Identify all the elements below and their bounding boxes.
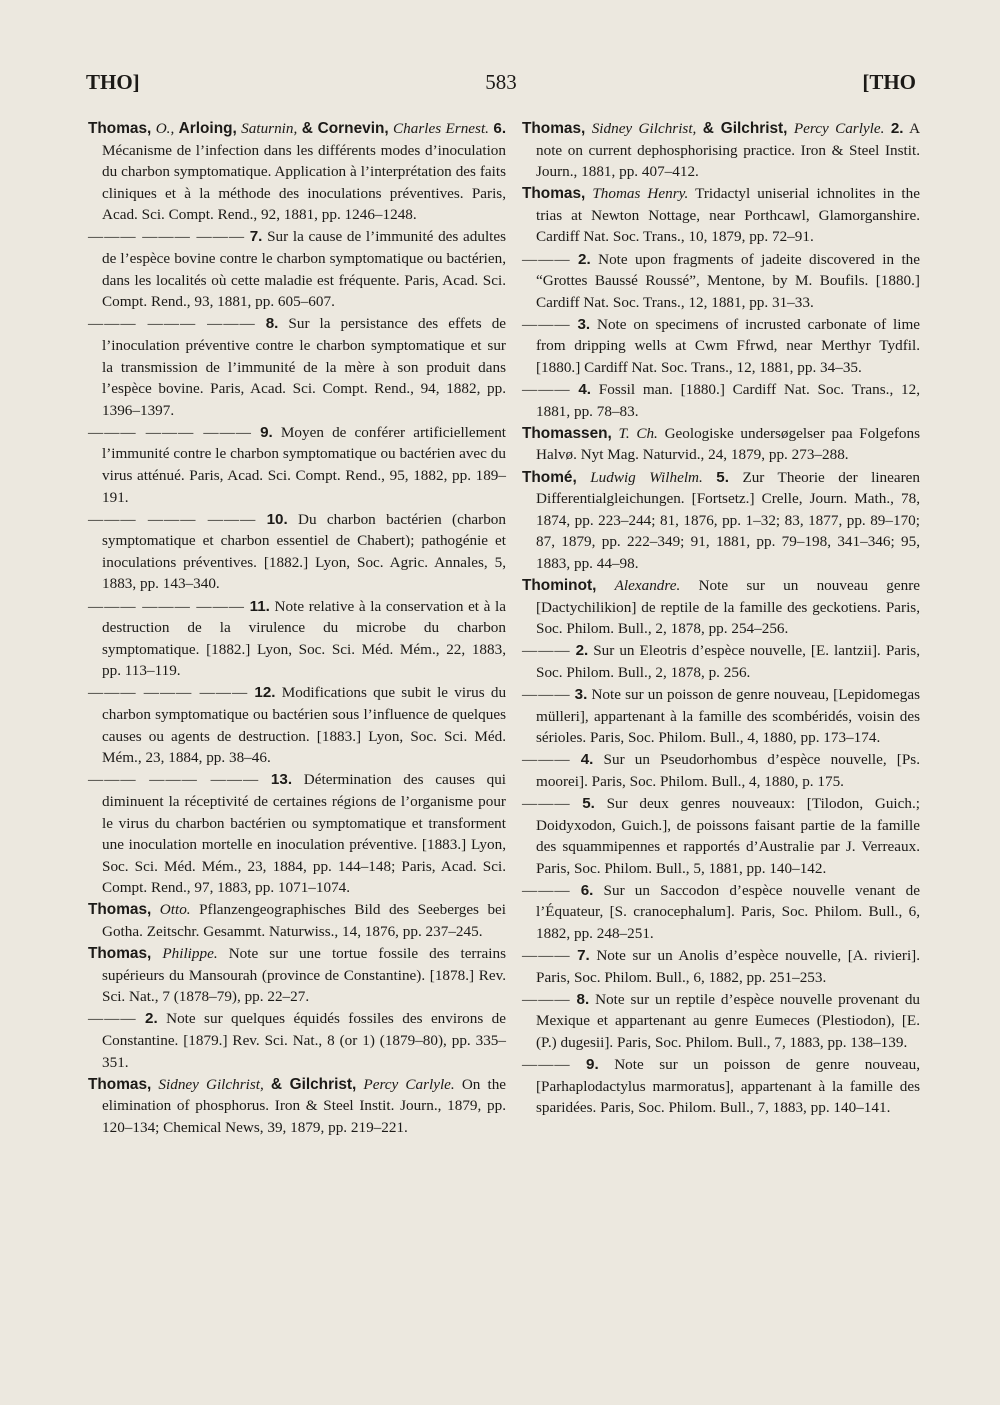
author-name: Thomas, xyxy=(88,945,152,963)
entry-text: Pflanzengeographisches Bild des Seeberges bei Gotha. Zeitschr. Gesammt. Naturwiss., 14, 1876, pp. 237–245. xyxy=(102,901,507,940)
entry-number: 2. xyxy=(578,250,591,268)
bibliography-entry xyxy=(88,682,506,768)
repeat-dash: ——— xyxy=(522,1056,571,1074)
entry-number: 3. xyxy=(574,685,588,703)
author-given-name: Philippe. xyxy=(162,945,218,963)
bibliography-entry xyxy=(522,1054,920,1119)
author-name: Thomas, xyxy=(88,901,152,919)
repeat-dash: ——— ——— ——— xyxy=(88,684,249,702)
entry-number: 4. xyxy=(580,751,594,769)
bibliography-entry xyxy=(88,943,506,1008)
author-given-name: Alexandre. xyxy=(614,576,681,594)
entry-number: 6. xyxy=(493,120,507,137)
author-given-name: Sidney Gilchrist, xyxy=(158,1075,264,1093)
bibliography-entry xyxy=(88,1008,506,1073)
author-name: Thominot, xyxy=(522,576,597,594)
entry-text: Sur la cause de l’immunité des adultes de l’espèce bovine contre le charbon symptomatique ou bactérien, dans les localités où cette maladie est fréquente. Paris, Acad. Sci. Compt. Rend., 93, 1881, pp. 605–607. xyxy=(102,228,507,311)
bibliography-entry xyxy=(88,769,506,899)
bibliography-entry xyxy=(522,379,920,422)
author-name: Thomas, xyxy=(522,185,586,203)
entry-number: 2. xyxy=(575,642,589,660)
entry-number: 11. xyxy=(249,597,270,615)
repeat-dash: ——— xyxy=(522,794,571,812)
bibliography-entry xyxy=(522,684,920,749)
repeat-dash: ——— xyxy=(522,381,571,399)
entry-text: Note sur un reptile d’espèce nouvelle provenant du Mexique et appartenant au genre Eumeces (Plestiodon), [E. (P.) dugesii]. Paris, Soc. Philom. Bull., 7, 1883, pp. 138–139. xyxy=(536,990,921,1051)
entry-number: 2. xyxy=(890,120,904,137)
author-given-name: Saturnin, xyxy=(241,120,298,137)
entry-number: 2. xyxy=(145,1010,158,1028)
bibliography-entry xyxy=(522,249,920,314)
bibliography-entry xyxy=(522,749,920,792)
author-name: & Gilchrist, xyxy=(270,1075,357,1093)
entry-text: Sur deux genres nouveaux: [Tilodon, Guich.; Doidyxodon, Guich.], de poissons faisant partie de la famille des squammipennes et rapportés d’Australie par J. Verreaux. Paris, Soc. Philom. Bull., 5, 1881, pp. 140–142. xyxy=(536,794,920,877)
author-given-name: Charles Ernest. xyxy=(393,120,489,137)
bibliography-entry xyxy=(522,880,920,945)
repeat-dash: ——— ——— ——— xyxy=(88,771,260,789)
repeat-dash: ——— xyxy=(522,751,571,769)
entry-number: 4. xyxy=(578,381,592,399)
bibliography-entry xyxy=(88,422,506,508)
entry-number: 12. xyxy=(254,684,276,702)
repeat-dash: ——— xyxy=(522,250,571,268)
repeat-dash: ——— xyxy=(522,990,571,1008)
author-name: Thomas, xyxy=(88,120,152,137)
page-number: 583 xyxy=(485,70,517,94)
author-given-name: Sidney Gilchrist, xyxy=(591,120,697,137)
entry-number: 6. xyxy=(580,881,594,899)
author-name: & Gilchrist, xyxy=(702,120,788,137)
bibliography-entry xyxy=(88,899,506,942)
author-given-name: Ludwig Wilhelm. xyxy=(590,468,703,486)
author-given-name: Percy Carlyle. xyxy=(363,1075,455,1093)
entry-text: Fossil man. [1880.] Cardiff Nat. Soc. Trans., 12, 1881, pp. 78–83. xyxy=(536,381,920,420)
entry-number: 10. xyxy=(266,510,288,528)
entry-text: A note on current dephosphorising practice. Iron & Steel Instit. Journ., 1881, pp. 407–412. xyxy=(536,120,921,181)
entry-number: 5. xyxy=(582,794,595,812)
bibliography-entry xyxy=(88,509,506,595)
bibliography-entry xyxy=(522,989,920,1054)
bibliography-entry xyxy=(522,118,920,183)
author-name: Thomas, xyxy=(522,120,586,137)
entry-text: Note sur un nouveau genre [Dactychilikion] de reptile de la famille des geckotiens. Paris, Soc. Philom. Bull., 2, 1878, pp. 254–256. xyxy=(536,576,921,638)
entry-number: 7. xyxy=(249,228,263,246)
bibliography-entry xyxy=(522,314,920,379)
header-right: [THO xyxy=(862,70,916,94)
entry-number: 5. xyxy=(716,468,729,486)
entry-text: On the elimination of phosphorus. Iron & Steel Instit. Journ., 1879, pp. 120–134; Chemical News, 39, 1879, pp. 219–221. xyxy=(102,1075,507,1136)
entry-text: Mécanisme de l’infection dans les différents modes d’inoculation du charbon symptomatique. Application à l’interprétation des faits cliniques et à la méthode des inoculations préventives. Paris, Acad. Sci. Compt. Rend., 92, 1881, pp. 1246–1248. xyxy=(102,141,506,224)
author-name: Thomassen, xyxy=(522,424,612,442)
bibliography-entry xyxy=(522,793,920,879)
repeat-dash: ——— ——— ——— xyxy=(88,510,257,528)
author-name: Thomas, xyxy=(88,1075,152,1093)
entry-text: Geologiske undersøgelser paa Folgefons Halvø. Nyt Mag. Naturvid., 24, 1879, pp. 273–288. xyxy=(536,424,921,464)
running-header xyxy=(86,70,916,100)
bibliography-entry xyxy=(522,945,920,988)
bibliography-entry xyxy=(88,118,506,226)
entry-text: Moyen de conférer artificiellement l’immunité contre le charbon symptomatique ou bactérien avec du virus atténué. Paris, Acad. Sci. Compt. Rend., 95, 1882, pp. 189–191. xyxy=(102,423,507,506)
author-name: Arloing, xyxy=(178,120,237,137)
entry-text: Note sur une tortue fossile des terrains supérieurs du Mansourah (province de Constantine). [1878.] Rev. Sci. Nat., 7 (1878–79), pp. 22–27. xyxy=(102,945,507,1006)
bibliography-entry xyxy=(88,596,506,682)
bibliography-entry xyxy=(522,575,920,640)
repeat-dash: ——— ——— ——— xyxy=(88,597,245,615)
entry-text: Note upon fragments of jadeite discovered in the “Grottes Baussé Roussé”, Mentone, by M. Boufils. [1880.] Cardiff Nat. Soc. Trans., 12, 1881, pp. 31–33. xyxy=(536,250,921,311)
bibliography-entry xyxy=(88,1074,506,1139)
author-given-name: O., xyxy=(155,120,175,137)
repeat-dash: ——— xyxy=(522,642,571,660)
entry-text: Modifications que subit le virus du charbon symptomatique ou bactérien sous l’influence de quelques causes ou agents de destruction. [1883.] Lyon, Soc. Sci. Méd. Mém., 23, 1884, pp. 38–46. xyxy=(102,684,507,767)
entry-text: Sur un Eleotris d’espèce nouvelle, [E. lantzii]. Paris, Soc. Philom. Bull., 2, 1878, p. 256. xyxy=(536,642,921,681)
entry-text: Sur la persistance des effets de l’inoculation préventive contre le charbon symptomatique et sur la transmission de l’immunité de la mère à son produit dans l’espèce bovine. Paris, Acad. Sci. Compt. Rend., 94, 1882, pp. 1396–1397. xyxy=(102,315,507,419)
entry-text: Détermination des causes qui diminuent la réceptivité de certaines régions de l’organisme pour le virus du charbon bactérien ou symptomatique et transforment une inoculation mortelle en inoculation préventive. [1883.] Lyon, Soc. Sci. Méd. Mém., 23, 1884, pp. 144–148; Paris, Acad. Sci. Compt. Rend., 97, 1883, pp. 1071–1074. xyxy=(102,771,507,897)
repeat-dash: ——— xyxy=(88,1010,137,1028)
repeat-dash: ——— ——— ——— xyxy=(88,315,256,333)
author-given-name: T. Ch. xyxy=(618,424,658,442)
author-name: Thomé, xyxy=(522,468,577,486)
entry-text: Note sur un poisson de genre nouveau, [Lepidomegas mülleri], appartenant à la famille des scombéridés, voisin des sérioles. Paris, Soc. Philom. Bull., 4, 1880, pp. 173–174. xyxy=(536,685,921,747)
author-given-name: Thomas Henry. xyxy=(592,185,689,203)
repeat-dash: ——— ——— ——— xyxy=(88,423,252,441)
entry-number: 3. xyxy=(577,315,591,333)
bibliography-entry xyxy=(522,183,920,248)
entry-text: Sur un Pseudorhombus d’espèce nouvelle, [Ps. moorei]. Paris, Soc. Philom. Bull., 4, 1880, p. 175. xyxy=(536,751,921,790)
entry-number: 9. xyxy=(586,1056,599,1074)
repeat-dash: ——— xyxy=(522,685,571,703)
entry-text: Zur Theorie der linearen Differentialgleichungen. [Fortsetz.] Crelle, Journ. Math., 78, 1874, pp. 223–244; 81, 1876, pp. 1–32; 83, 1877, pp. 89–170; 87, 1879, pp. 222–349; 91, 1881, pp. 79–198, 341–346; 95, 1883, pp. 44–98. xyxy=(536,468,921,572)
author-given-name: Percy Carlyle. xyxy=(793,120,885,137)
entry-text: Sur un Saccodon d’espèce nouvelle venant de l’Équateur, [S. cranocephalum]. Paris, Soc. Philom. Bull., 6, 1882, pp. 248–251. xyxy=(536,881,921,942)
entry-number: 7. xyxy=(577,947,590,965)
entry-text: Tridactyl uniserial ichnolites in the trias at Newton Nottage, near Porthcawl, Glamorganshire. Cardiff Nat. Soc. Trans., 10, 1879, pp. 72–91. xyxy=(536,185,920,246)
repeat-dash: ——— xyxy=(522,315,571,333)
entry-text: Note sur un Anolis d’espèce nouvelle, [A. rivieri]. Paris, Soc. Philom. Bull., 6, 1882, pp. 251–253. xyxy=(536,947,921,986)
repeat-dash: ——— xyxy=(522,881,571,899)
bibliography-entry xyxy=(88,313,506,421)
entry-text: Note sur un poisson de genre nouveau, [Parhaplodactylus marmoratus], appartenant à la famille des sparidées. Paris, Soc. Philom. Bull., 7, 1883, pp. 140–141. xyxy=(536,1056,921,1117)
bibliography-entry xyxy=(522,423,920,466)
repeat-dash: ——— ——— ——— xyxy=(88,228,246,246)
bibliography-entry xyxy=(522,640,920,683)
left-column xyxy=(88,118,506,1139)
bibliography-entry xyxy=(88,226,506,312)
header-left: THO] xyxy=(86,70,140,94)
right-column xyxy=(522,118,920,1119)
bibliography-entry xyxy=(522,467,920,575)
entry-number: 8. xyxy=(265,315,279,333)
entry-number: 8. xyxy=(576,990,590,1008)
repeat-dash: ——— xyxy=(522,947,571,965)
entry-text: Note relative à la conservation et à la destruction de la virulence du microbe du charbon symptomatique. [1882.] Lyon, Soc. Sci. Méd. Mém., 22, 1883, pp. 113–119. xyxy=(102,597,507,680)
author-given-name: Otto. xyxy=(159,901,191,919)
author-name: & Cornevin, xyxy=(301,120,389,137)
entry-number: 9. xyxy=(260,423,273,441)
entry-number: 13. xyxy=(270,771,293,789)
entry-text: Note on specimens of incrusted carbonate of lime from dripping wells at Cwm Ffrwd, near Merthyr Tydfil. [1880.] Cardiff Nat. Soc. Trans., 12, 1881, pp. 34–35. xyxy=(536,315,921,377)
entry-text: Du charbon bactérien (charbon symptomatique et charbon essentiel de Chabert); pathogénie et inoculations préventives. [1882.] Lyon, Soc. Agric. Annales, 5, 1883, pp. 143–340. xyxy=(102,510,506,593)
entry-text: Note sur quelques équidés fossiles des environs de Constantine. [1879.] Rev. Sci. Nat., 8 (or 1) (1879–80), pp. 335–351. xyxy=(102,1010,507,1071)
